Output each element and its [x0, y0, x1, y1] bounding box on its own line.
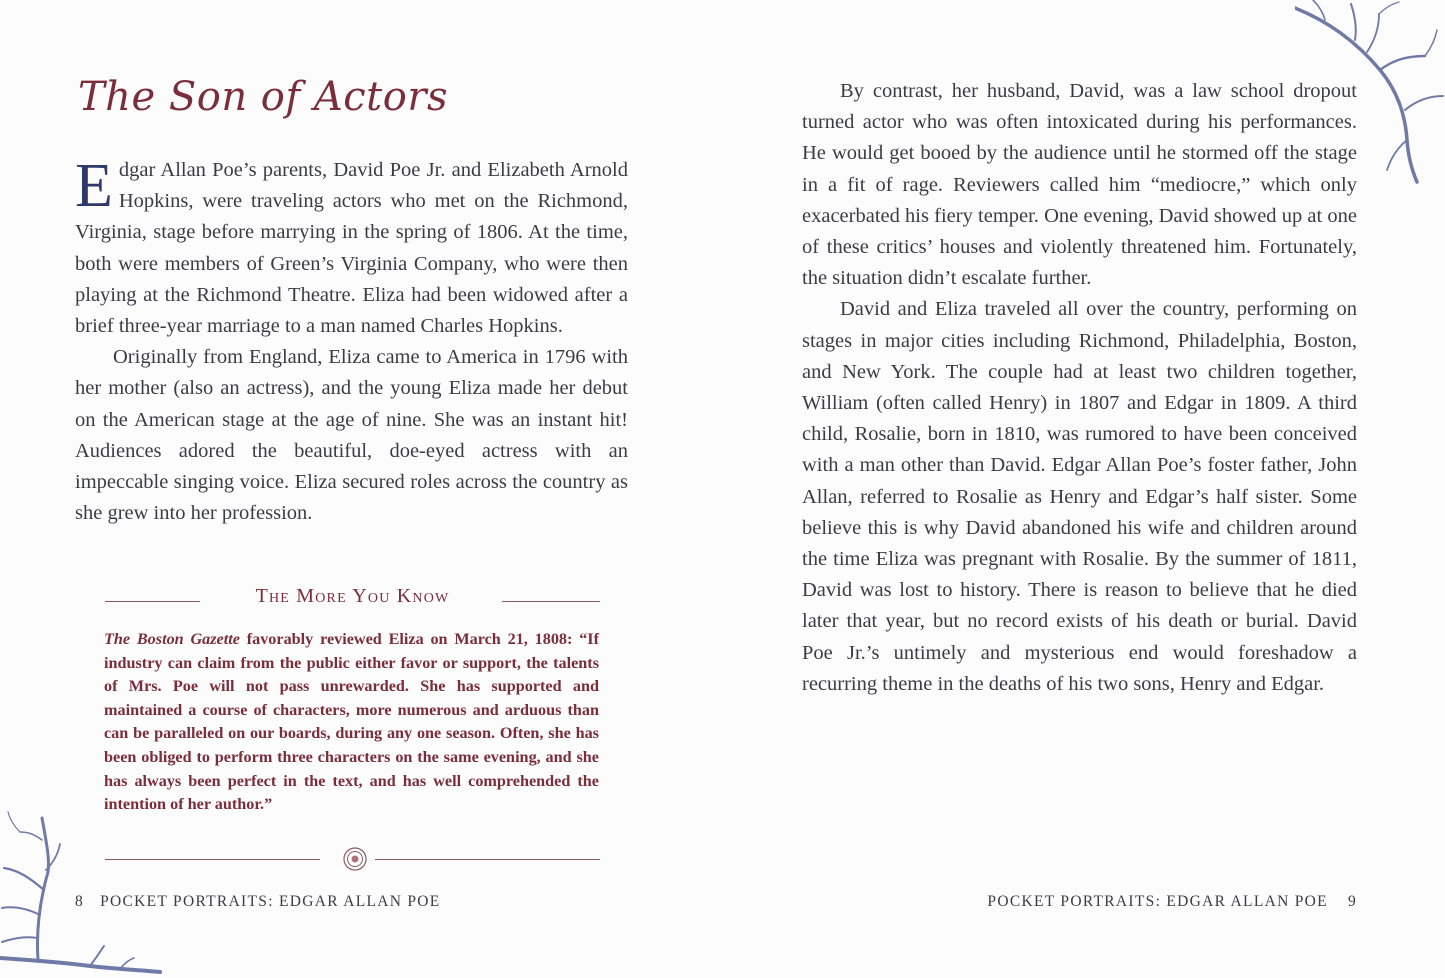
branch-decoration-icon [1295, 0, 1445, 185]
running-footer: POCKET PORTRAITS: EDGAR ALLAN POE [100, 893, 441, 910]
divider [502, 601, 600, 602]
left-body [75, 152, 628, 529]
divider [375, 859, 600, 860]
running-footer: POCKET PORTRAITS: EDGAR ALLAN POE [987, 893, 1328, 910]
right-body [802, 76, 1357, 700]
body-paragraph: By contrast, her husband, David, was a law school dropout turned actor who was often intoxicated during his performances. He would get booed by the audience until he stormed off the stage in a fit of rage. Reviewers called him “mediocre,” which only exacerbated his fiery temper. One evening, David showed up at one of these critics’ houses and violently threatened him. Fortunately, the situation didn’t escalate further. [802, 80, 1357, 290]
branch-decoration-icon [0, 810, 170, 978]
right-page [722, 0, 1445, 978]
chapter-title: The Son of Actors [78, 74, 448, 120]
sidebar-bottom-rule [105, 845, 600, 873]
sidebar-heading: The More You Know [255, 585, 450, 607]
publication-name: The Boston Gazette [104, 630, 240, 648]
sidebar-heading-row [105, 585, 600, 615]
body-paragraph: Originally from England, Eliza came to America in 1796 with her mother (also an actress), and the young Eliza made her debut on the American stage at the age of nine. She was an instant hit! Audiences adored the beautiful, doe-eyed actress with an impeccable singing voice. Eliza secured roles across the country as she grew into her profession. [75, 346, 628, 525]
paragraph-text: dgar Allan Poe’s parents, David Poe Jr. and Elizabeth Arnold Hopkins, were traveling actors who met on the Richmond, Virginia, stage before marrying in the spring of 1806. At the time, both were members of Green’s Virginia Company, who were then playing at the Richmond Theatre. Eliza had been widowed after a brief three-year marriage to a man named Charles Hopkins. [75, 159, 628, 338]
body-paragraph [75, 152, 628, 342]
left-page [0, 0, 722, 978]
right-footer [987, 893, 1357, 911]
drop-cap: E [75, 152, 113, 220]
sidebar-text [104, 628, 599, 817]
rosette-ornament-icon [342, 846, 368, 872]
page-number: 8 [75, 893, 85, 910]
body-paragraph: David and Eliza traveled all over the country, performing on stages in major cities including Richmond, Philadelphia, Boston, and New York. The couple had at least two children together, William (often called Henry) in 1807 and Edgar in 1809. A third child, Rosalie, born in 1810, was rumored to have been conceived with a man other than David. Edgar Allan Poe’s foster father, John Allan, referred to Rosalie as Henry and Edgar’s half sister. Some believe this is why David abandoned his wife and children around the time Eliza was pregnant with Rosalie. By the summer of 1811, David was lost to history. There is reason to believe that he died later that year, but no record exists of his death or burial. David Poe Jr.’s untimely and mysterious end would foreshadow a recurring theme in the deaths of his two sons, Henry and Edgar. [802, 298, 1357, 695]
page-number: 9 [1347, 893, 1357, 910]
sidebar-body: favorably reviewed Eliza on March 21, 1808: “If industry can claim from the public either favor or support, the talents of Mrs. Poe will not pass unrewarded. She has supported and maintained a course of characters, more numerous and arduous than can be paralleled on our boards, during any one season. Often, she has been obliged to perform three characters on the same evening, and she has always been perfect in the text, and has well comprehended the intention of her author.” [104, 630, 599, 814]
